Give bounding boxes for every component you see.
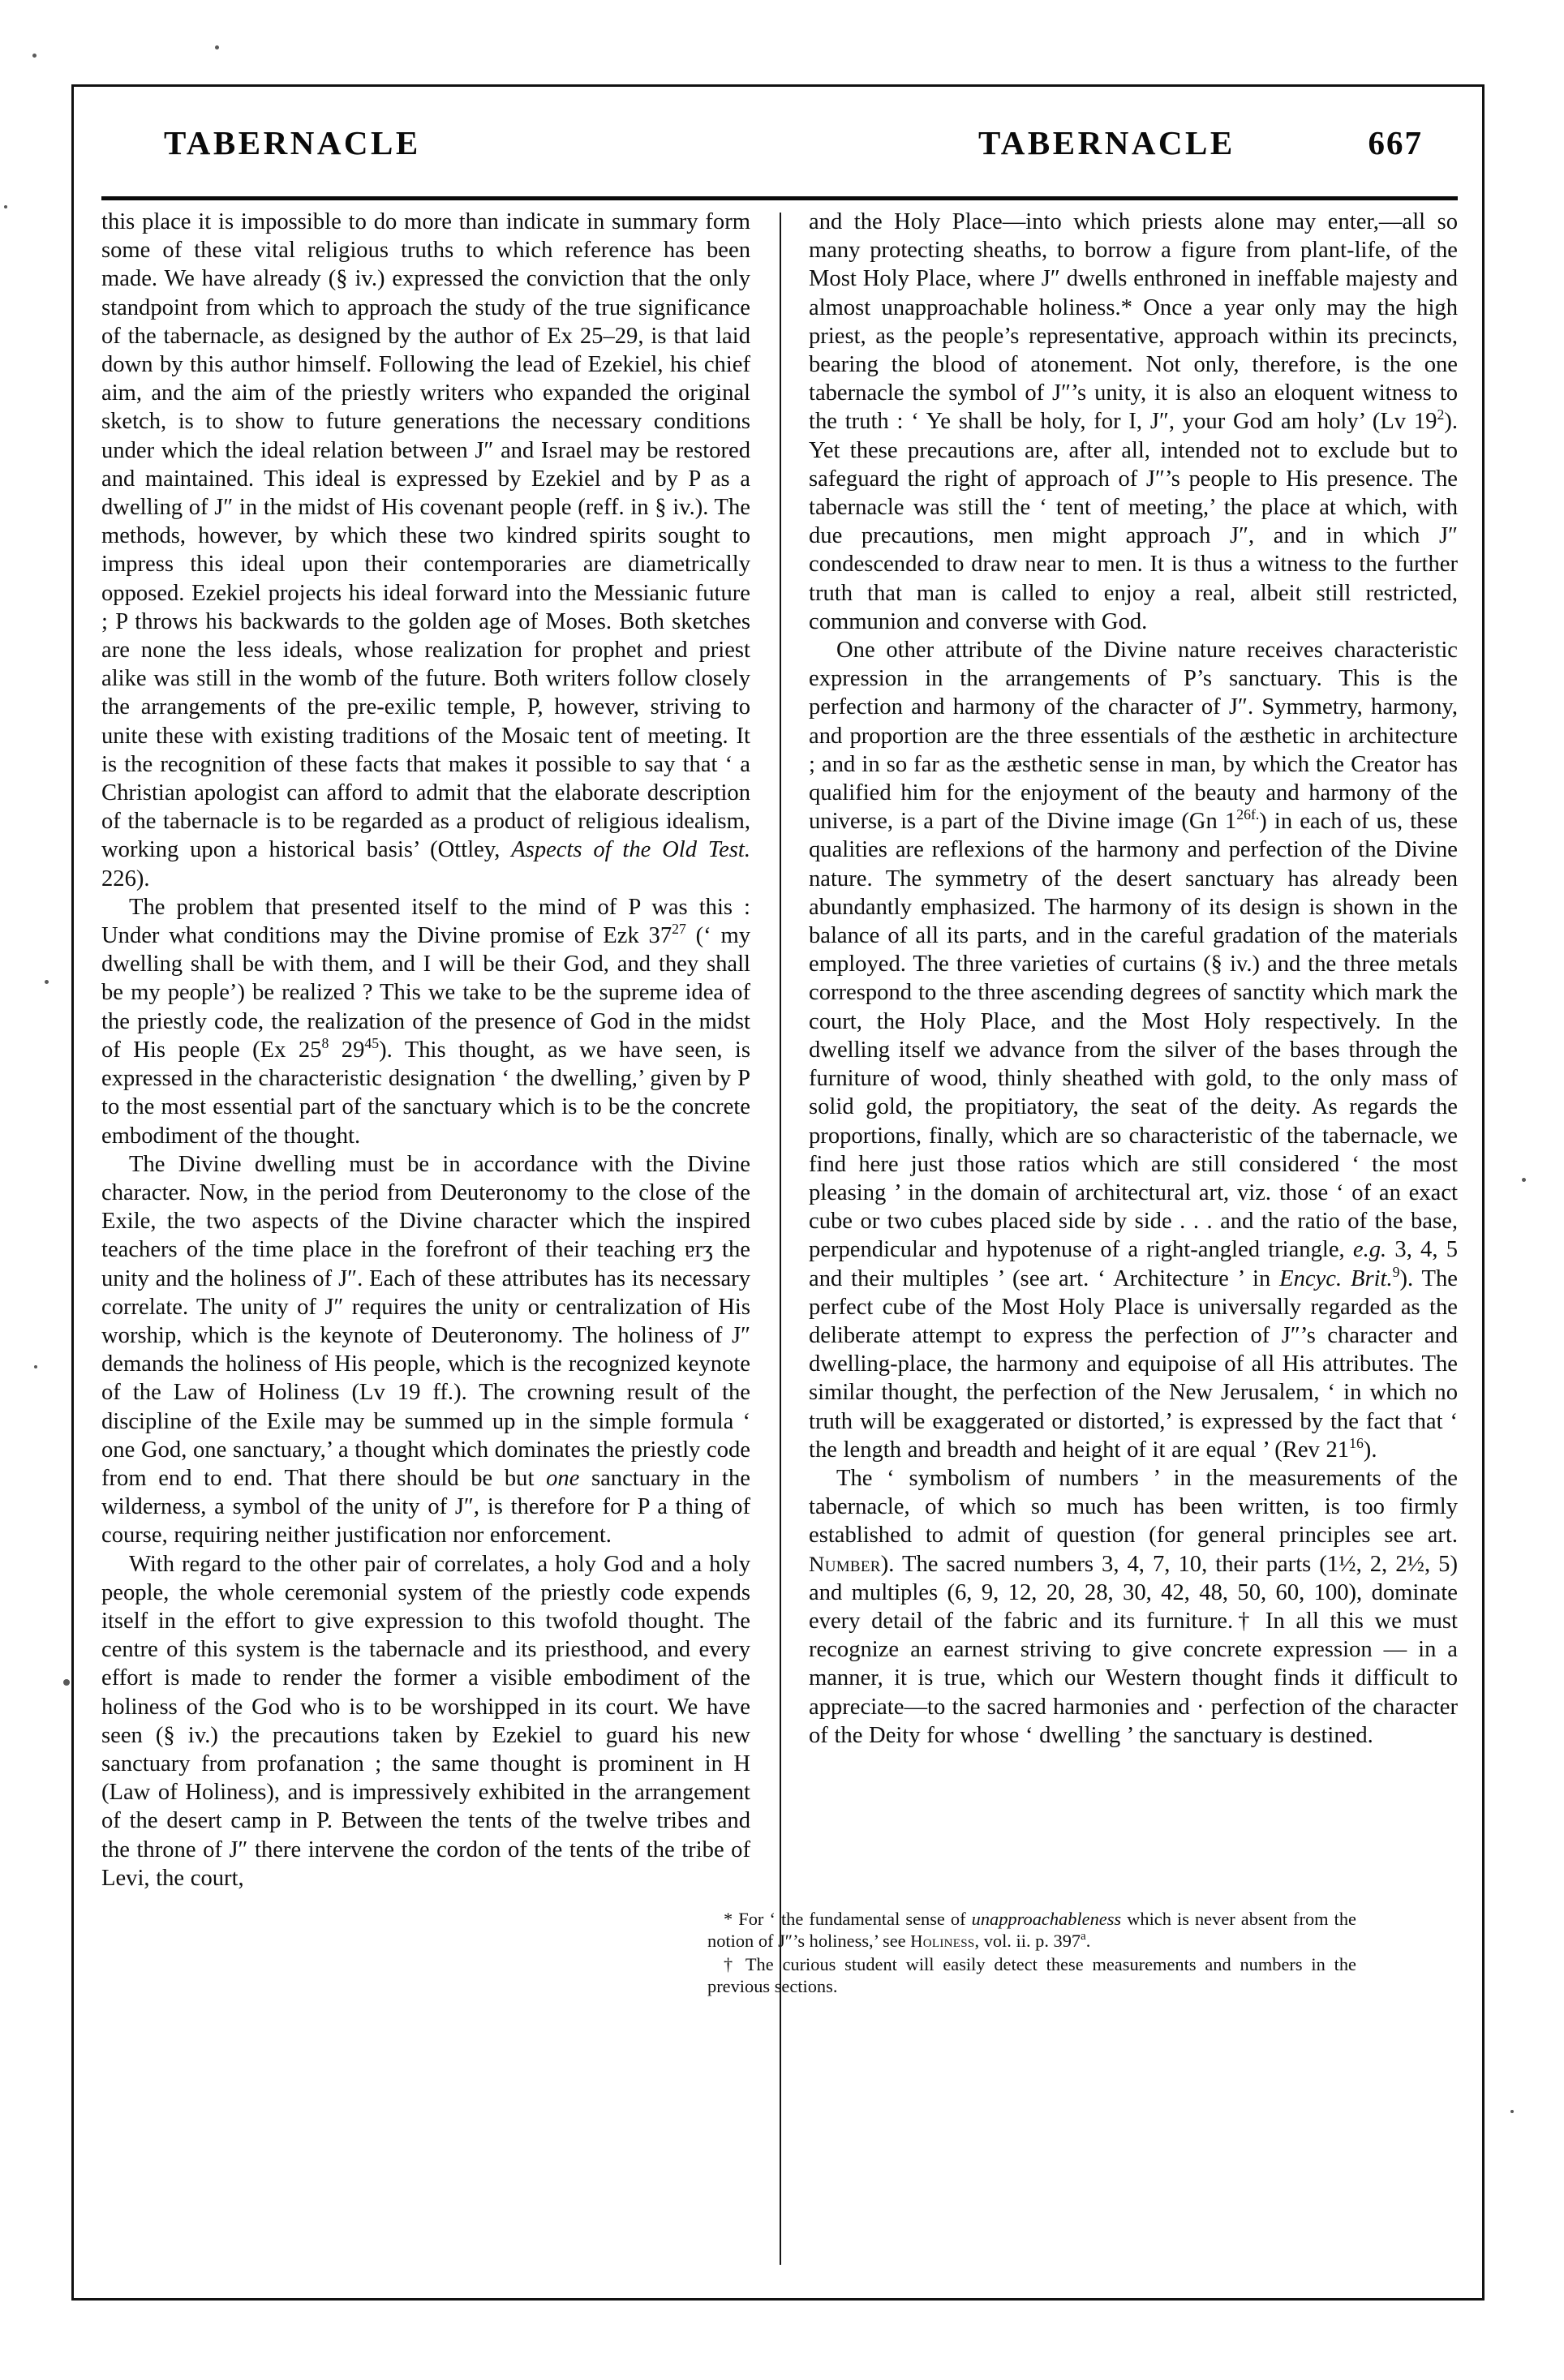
paragraph [809, 1464, 1458, 1750]
column-superscript: a [1081, 1930, 1086, 1944]
paragraph-text-cont: (‘ my dwelling shall be with them, and I will be their God, and they shall be my people’) be realized ? This we take to be the supreme idea of the priestly code, the realization of the presence of God in the midst of His people (Ex 25 [101, 923, 750, 1063]
paragraph-text-tail: ). Yet these precautions are, after all, intended not to exclude but to safeguard the right of approach of J″’s people to His presence. The tabernacle was still the ‘ tent of meeting,’ the place at which, with due precautions, men might approach J″, and in which J″ condescended to draw near to men. It is thus a witness to the further truth that man is called to enjoy a real, albeit still restricted, communion and converse with God. [809, 409, 1458, 634]
verse-superscript: 45 [364, 1034, 380, 1051]
scan-speckle [4, 205, 7, 208]
footnote-volume-page: , vol. ii. p. 397 [974, 1931, 1081, 1952]
footnote-marker-dagger: † [724, 1953, 737, 1974]
page-number: 667 [1368, 124, 1423, 161]
right-column [809, 208, 1458, 1750]
paragraph-text-tail: ). [1363, 1437, 1377, 1463]
paragraph-text: With regard to the other pair of correlates, a holy God and a holy people, the whole ceremonial system of the priestly code expends itself in the effort to give expression to this twofold thought. The centre of this system is the tabernacle and its priesthood, and every effort is made to render the former a visible embodiment of the holiness of the God who is to be worshipped in its court. We have seen (§ iv.) the precautions taken by Ezekiel to guard his new sanctuary from profanation ; the same thought is prominent in H (Law of Holiness), and is impressively exhibited in the arrangement of the desert camp in P. Between the tents of the twelve tribes and the throne of J″ there intervene the cordon of the tents of the tribe of Levi, the court, [101, 1551, 750, 1891]
paragraph-text: and the Holy Place—into which priests alone may enter,—all so many protecting sheaths, to borrow a figure from plant-life, of the Most Holy Place, where J″ dwells enthroned in ineffable majesty and almost unapproachable holiness.* Once a year only may the high priest, as the people’s representative, approach within its precincts, bearing the blood of atonement. Not only, therefore, is the one tabernacle the symbol of J″’s unity, it is also an eloquent witness to the truth : ‘ Ye shall be holy, for I, J″, your God am holy’ (Lv 19 [809, 209, 1458, 435]
paragraph-text: One other attribute of the Divine nature receives characteristic expression in the arrangements of P’s sanctuary. This is the perfection and harmony of the character of J″. Symmetry, harmony, and proportion are the three essentials of the æsthetic in architecture ; and in so far as the æsthetic sense in man, by which the Creator has qualified him for the enjoyment of the beauty and harmony of the universe, is a part of the Divine image (Gn 1 [809, 638, 1458, 835]
paragraph-text: The ‘ symbolism of numbers ’ in the measurements of the tabernacle, of which so much has been written, is too firmly established to admit of question (for general principles see art. [809, 1465, 1458, 1549]
scan-speckle [32, 54, 37, 58]
footnote-marker-asterisk: * [724, 1909, 733, 1929]
edition-superscript: 9 [1392, 1263, 1400, 1280]
cited-work-title: Aspects of the Old Test. [511, 837, 750, 863]
paragraph [101, 893, 750, 1150]
paragraph-text-tail: ). This thought, as we have seen, is expressed in the characteristic designation ‘ the dwelling,’ given by P to the most essential part of the sanctuary which is to be the concrete embodiment of the thought. [101, 1037, 751, 1149]
scan-speckle [63, 1679, 70, 1686]
paragraph-text: The problem that presented itself to the mind of P was this : Under what conditions may the Divine promise of Ezk 37 [101, 894, 750, 949]
paragraph [809, 636, 1458, 1464]
paragraph-text-cont2: 3, 4, 5 and their multiples ’ (see art. ‘ Architecture ’ in [809, 1237, 1458, 1291]
emphasis-one: one [546, 1465, 580, 1491]
paragraph-text: The Divine dwelling must be in accordance with the Divine character. Now, in the period from Deuteronomy to the close of the Exile, the two aspects of the Divine character which the inspired teachers of the time place in the forefront of their teaching ɐrʒ the unity and the holiness of J″. Each of these attributes has its necessary correlate. The unity of J″ requires the unity or centralization of His worship, which is the keynote of Deuteronomy. The holiness of J″ demands the holiness of His people, which is the recognized keynote of the Law of Holiness (Lv 19 ff.). The crowning result of the discipline of the Exile may be summed up in the simple formula ‘ one God, one sanctuary,’ a thought which dominates the priestly code from end to end. That there should be but [101, 1151, 750, 1491]
paragraph-text-tail: sanctuary in the wilderness, a symbol of the unity of J″, is therefore for P a thing of course, requiring neither justification nor enforcement. [101, 1465, 750, 1549]
footnote-text: The curious student will easily detect these measurements and numbers in the previous sections. [707, 1953, 1356, 1997]
verse-superscript: 26f. [1236, 806, 1260, 823]
footnote-text: For ‘ the fundamental sense of [733, 1909, 972, 1929]
footnote-asterisk [707, 1908, 1356, 1953]
eg-abbreviation: e.g. [1352, 1237, 1387, 1263]
running-head-left: TABERNACLE [164, 124, 421, 161]
footnote-text-cont: which is never absent from the notion of J″’s holiness,’ see [707, 1909, 1356, 1952]
verse-superscript: 16 [1349, 1434, 1364, 1451]
footnote-italic-term: unapproachableness [971, 1909, 1122, 1929]
paragraph-text: this place it is impossible to do more than indicate in summary form some of these vital religious truths to which reference has been made. We have already (§ iv.) expressed the conviction that the only standpoint from which to approach the study of the true significance of the tabernacle, as designed by the author of Ex 25–29, is that laid down by this author himself. Following the lead of Ezekiel, his chief aim, and the aim of the priestly writers who expanded the original sketch, is to show to future generations the necessary conditions under which the ideal relation between J″ and Israel may be restored and maintained. This ideal is expressed by Ezekiel and by P as a dwelling of J″ in the midst of His covenant people (reff. in § iv.). The methods, however, by which these two kindred spirits sought to impress this ideal upon their contemporaries are diametrically opposed. Ezekiel projects his ideal forward into the Messianic future ; P throws his backwards to the golden age of Moses. Both sketches are none the less ideals, whose realization for prophet and priest alike was still in the womb of the future. Both writers follow closely the arrangements of the pre-exilic temple, P, however, striving to unite these with existing traditions of the Mosaic tent of meeting. It is the recognition of these facts that makes it possible to say that ‘ a Christian apologist can afford to admit that the elaborate description of the tabernacle is to be regarded as a product of religious idealism, working upon a historical basis’ (Ottley, [101, 209, 750, 863]
scan-speckle [45, 980, 49, 984]
scan-speckle [215, 45, 219, 49]
paragraph [101, 1150, 750, 1550]
running-head-right: TABERNACLE [978, 124, 1235, 161]
verse-superscript: 27 [672, 921, 686, 938]
scan-speckle [34, 1365, 37, 1368]
paragraph-text-cont3: ). The perfect cube of the Most Holy Place is universally regarded as the deliberate attempt to express the perfection of J″’s character and dwelling-place, the harmony and equipoise of all His attributes. The similar thought, the perfection of the New Jerusalem, ‘ in which no truth will be exaggerated or distorted,’ is expressed by the fact that ‘ the length and breadth and height of it are equal ’ (Rev 21 [809, 1265, 1458, 1463]
paragraph-text-tail: ). The sacred numbers 3, 4, 7, 10, their parts (1½, 2, 2½, 5) and multiples (6, 9, 12, 20, 28, 30, 42, 48, 50, 60, 100), dominate every detail of the fabric and its furniture.† In all this we must recognize an earnest striving to give concrete expression — in a manner, it is true, which our Western thought finds it difficult to appreciate—to the sacred harmonies and · perfection of the character of the Deity for whose ‘ dwelling ’ the sanctuary is destined. [809, 1551, 1458, 1748]
scripture-reference: 29 [329, 1037, 365, 1063]
running-head [71, 122, 1485, 187]
paragraph [101, 1550, 750, 1892]
header-rule [101, 196, 1458, 200]
footnote-dagger [707, 1953, 1356, 1998]
citation-page: 226). [101, 866, 150, 891]
left-column [101, 208, 750, 1892]
scan-speckle [1522, 1178, 1526, 1182]
paragraph [101, 208, 750, 893]
paragraph [809, 208, 1458, 636]
encyclopaedia-title: Encyc. Brit. [1279, 1265, 1393, 1291]
footnote-cross-reference-holiness: Holiness [910, 1931, 975, 1952]
footnote-text-end: . [1085, 1931, 1091, 1952]
footnotes-block [707, 1908, 1356, 1998]
scan-speckle [1510, 2110, 1514, 2113]
cross-reference-number: Number [809, 1551, 881, 1576]
paragraph-text-cont: ) in each of us, these qualities are reflexions of the harmony and perfection of the Divine nature. The symmetry of the desert sanctuary has already been abundantly emphasized. The harmony of its design is shown in the balance of all its parts, and in the careful gradation of the materials employed. The three varieties of curtains (§ iv.) and the three metals correspond to the three ascending degrees of sanctity which mark the court, the Holy Place, and the Most Holy respectively. In the dwelling itself we advance from the silver of the bases through the furniture of wood, thinly sheathed with gold, to the only mass of solid gold, the propitiatory, the seat of the deity. As regards the proportions, finally, which are so characteristic of the tabernacle, we find here just those ratios which are still considered ‘ the most pleasing ’ in the domain of architectural art, viz. those ‘ of an exact cube or two cubes placed side by side . . . and the ratio of the base, perpendicular and hypotenuse of a right-angled triangle, [809, 809, 1458, 1263]
verse-superscript: 2 [1437, 406, 1445, 423]
verse-superscript: 8 [321, 1034, 329, 1051]
